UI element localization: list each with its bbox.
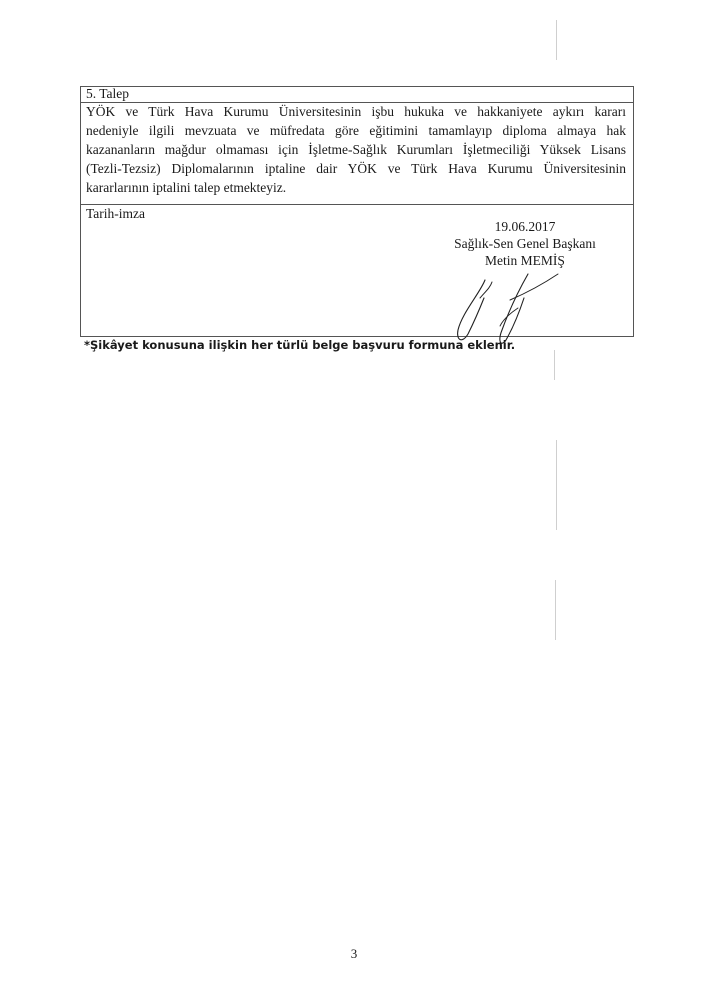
signatory-name: Metin MEMİŞ bbox=[485, 253, 565, 268]
request-line: kazananların mağdur olmaması için İşletme-Sağlık Kurumları İşletmeciliği Yüksek Lisans bbox=[86, 142, 626, 157]
footnote: *Şikâyet konusuna ilişkin her türlü belge başvuru formuna eklenir. bbox=[84, 338, 516, 352]
signatory-block bbox=[430, 218, 620, 269]
scan-artifact bbox=[554, 350, 555, 380]
date-signature-label: Tarih-imza bbox=[86, 206, 146, 221]
section-divider bbox=[80, 204, 633, 205]
request-line: nedeniyle ilgili mevzuata ve müfredata göre eğitimini tamamlayıp diploma almaya hak bbox=[86, 123, 626, 138]
request-line: kararlarının iptalini talep etmekteyiz. bbox=[86, 180, 287, 195]
scan-artifact bbox=[556, 20, 557, 60]
form-top-border bbox=[80, 86, 633, 87]
page-number: 3 bbox=[350, 946, 358, 961]
scan-artifact bbox=[555, 580, 556, 640]
request-line: YÖK ve Türk Hava Kurumu Üniversitesinin işbu hukuka ve hakkaniyete aykırı kararı bbox=[86, 104, 626, 119]
request-line: (Tezli-Tezsiz) Diplomalarının iptaline dair YÖK ve Türk Hava Kurumu Üniversitesinin bbox=[86, 161, 626, 176]
section-title: 5. Talep bbox=[86, 86, 130, 101]
signature-date: 19.06.2017 bbox=[494, 219, 556, 234]
signatory-position: Sağlık-Sen Genel Başkanı bbox=[454, 236, 596, 251]
request-paragraph bbox=[86, 102, 626, 197]
scan-artifact bbox=[556, 440, 557, 530]
